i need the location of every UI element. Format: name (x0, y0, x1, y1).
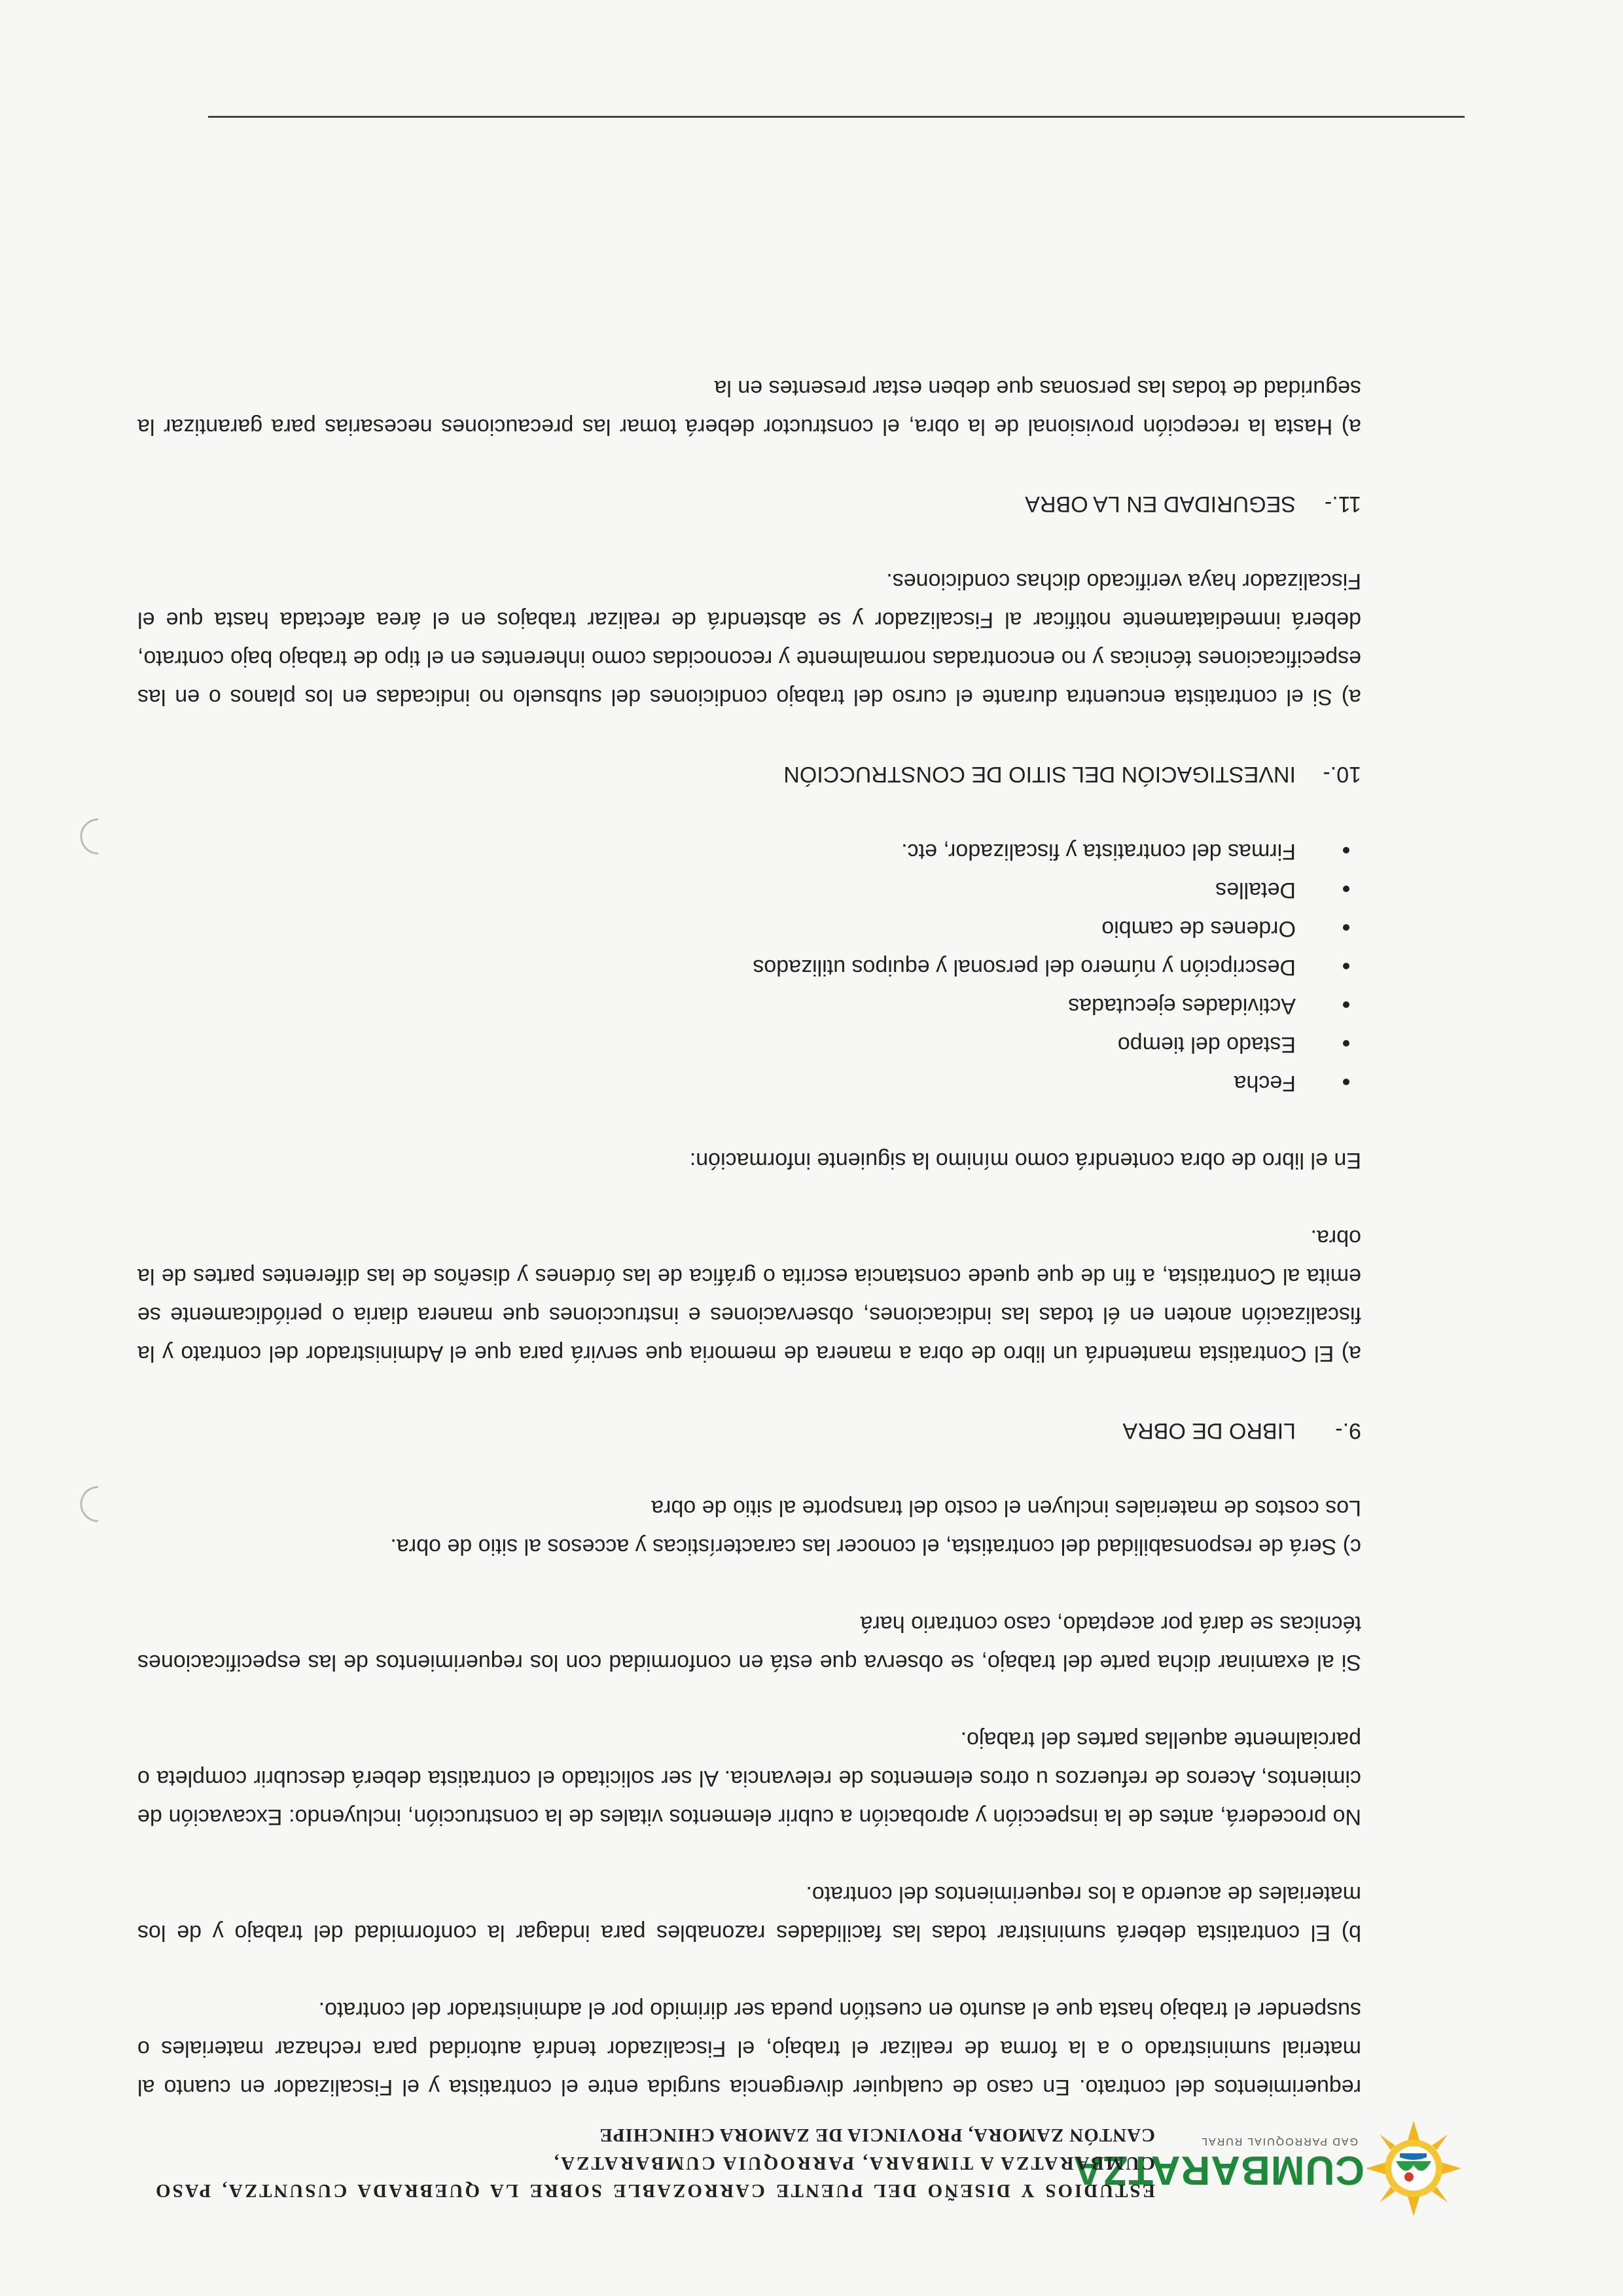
section-title: LIBRO DE OBRA (1122, 1418, 1296, 1443)
logo-subtitle: GAD PARROQUIAL RURAL (1200, 2136, 1358, 2147)
project-title: ESTUDIOS Y DISEÑO DEL PUENTE CARROZABLE SOBRE LA QUEBRADA CUSUNTZA, PASO CUMBARATZA A TIMBARA, PARROQUIA CUMBARATZA, (154, 2152, 1155, 2201)
section-number: 11.- (1324, 492, 1361, 516)
list-item: Ordenes de cambio (137, 909, 1361, 948)
list-item: Actividades ejecutadas (137, 986, 1361, 1025)
paragraph-examinar: Si al examinar dicha parte del trabajo, se observa que está en conformidad con los requerimientos de las especificaciones técnicas se dará por aceptado, caso contrario hará (137, 1611, 1361, 1675)
bullet-list (137, 832, 1361, 1102)
section-title: INVESTIGACIÓN DEL SITIO DE CONSTRUCCIÓN (783, 762, 1296, 787)
section-heading-11 (137, 484, 1361, 523)
list-item: Detalles (137, 870, 1361, 909)
section-number: 10.- (1323, 762, 1361, 787)
list-item: Estado del tiempo (137, 1025, 1361, 1064)
list-item: Firmas del contratista y fiscalizador, etc. (137, 832, 1361, 870)
paragraph-costos: Los costos de materiales incluyen el costo del transporte al sitio de obra (651, 1496, 1361, 1520)
list-item: Descripción y número del personal y equipos utilizados (137, 948, 1361, 986)
logo-wordmark: CUMBARATZA (1072, 2147, 1364, 2193)
page-header (0, 2100, 1623, 2296)
list-item: Fecha (137, 1064, 1361, 1102)
paragraph-libro-informacion: En el libro de obra contendrá como mínimo la siguiente información: (689, 1148, 1361, 1173)
project-location: CANTÓN ZAMORA, PROVINCIA DE ZAMORA CHINCHIPE (599, 2125, 1155, 2145)
section-heading-10 (137, 755, 1361, 793)
section-number: 9.- (1335, 1418, 1361, 1443)
section-title: SEGURIDAD EN LA OBRA (1025, 492, 1296, 516)
paragraph-subsuelo: a) Si el contratista encuentra durante el curso del trabajo condiciones del subsuelo no indicadas en los planos o en las especificaciones técnicas y no encontradas normalmente y reconocidas como inherentes en el tipo de trabajo bajo contrato, deberá inmediatamente notificar al Fiscalizador y se abstendrá de realizar trabajos en el área afectada hasta que el Fiscalizador haya verificado dichas condiciones. (137, 569, 1361, 709)
paragraph-b-facilidades: b) El contratista deberá suministrar todas las facilidades razonables para indagar la conformidad del trabajo y de los materiales de acuerdo a los requerimientos del contrato. (137, 1882, 1361, 1945)
paragraph-fiscalizador-authority: requerimientos del contrato. En caso de cualquier divergencia surgida entre el contratista y el Fiscalizador en cuanto al material suministrado o a la forma de realizar el trabajo, el Fiscalizador tendrá autoridad para rechazar materiales o suspender el trabajo hasta que el asunto en cuestión pueda ser dirimido por el administrador del contrato. (137, 1998, 1361, 2100)
paragraph-libro-obra: a) El Contratista mantendrá un libro de obra a manera de memoria que servirá para que el Administrador del contrato y la fiscalización anoten en él todas las indicaciones, observaciones e instrucciones que manera diaria o periódicamente se emita al Contratista, a fin de que quede constancia escrita o gráfica de las órdenes y diseños de las diferentes partes de la obra. (137, 1225, 1361, 1366)
paragraph-c-responsabilidad: c) Será de responsabilidad del contratista, el conocer las características y accesos al sitio de obra. (390, 1534, 1361, 1559)
document-body (137, 368, 1361, 2106)
punch-hole-mark (79, 817, 118, 856)
logo (1072, 2119, 1463, 2217)
sun-logo-icon (1364, 2119, 1463, 2217)
paragraph-inspeccion: No procederá, antes de la inspección y aprobación a cubrir elementos vitales de la construcción, incluyendo: Excavación de cimientos, Aceros de refuerzos u otros elementos de relevancia. Al ser solicitado el contratista deberá descubrir completa o parcialmente aquellas partes del trabajo. (137, 1727, 1361, 1829)
footer-rule (208, 116, 1465, 118)
paragraph-seguridad: a) Hasta la recepción provisional de la obra, el constructor deberá tomar las precauciones necesarias para garantizar la seguridad de todas las personas que deben estar presentes en la (137, 376, 1361, 439)
punch-hole-mark (79, 1484, 118, 1524)
section-heading-9 (137, 1411, 1361, 1450)
